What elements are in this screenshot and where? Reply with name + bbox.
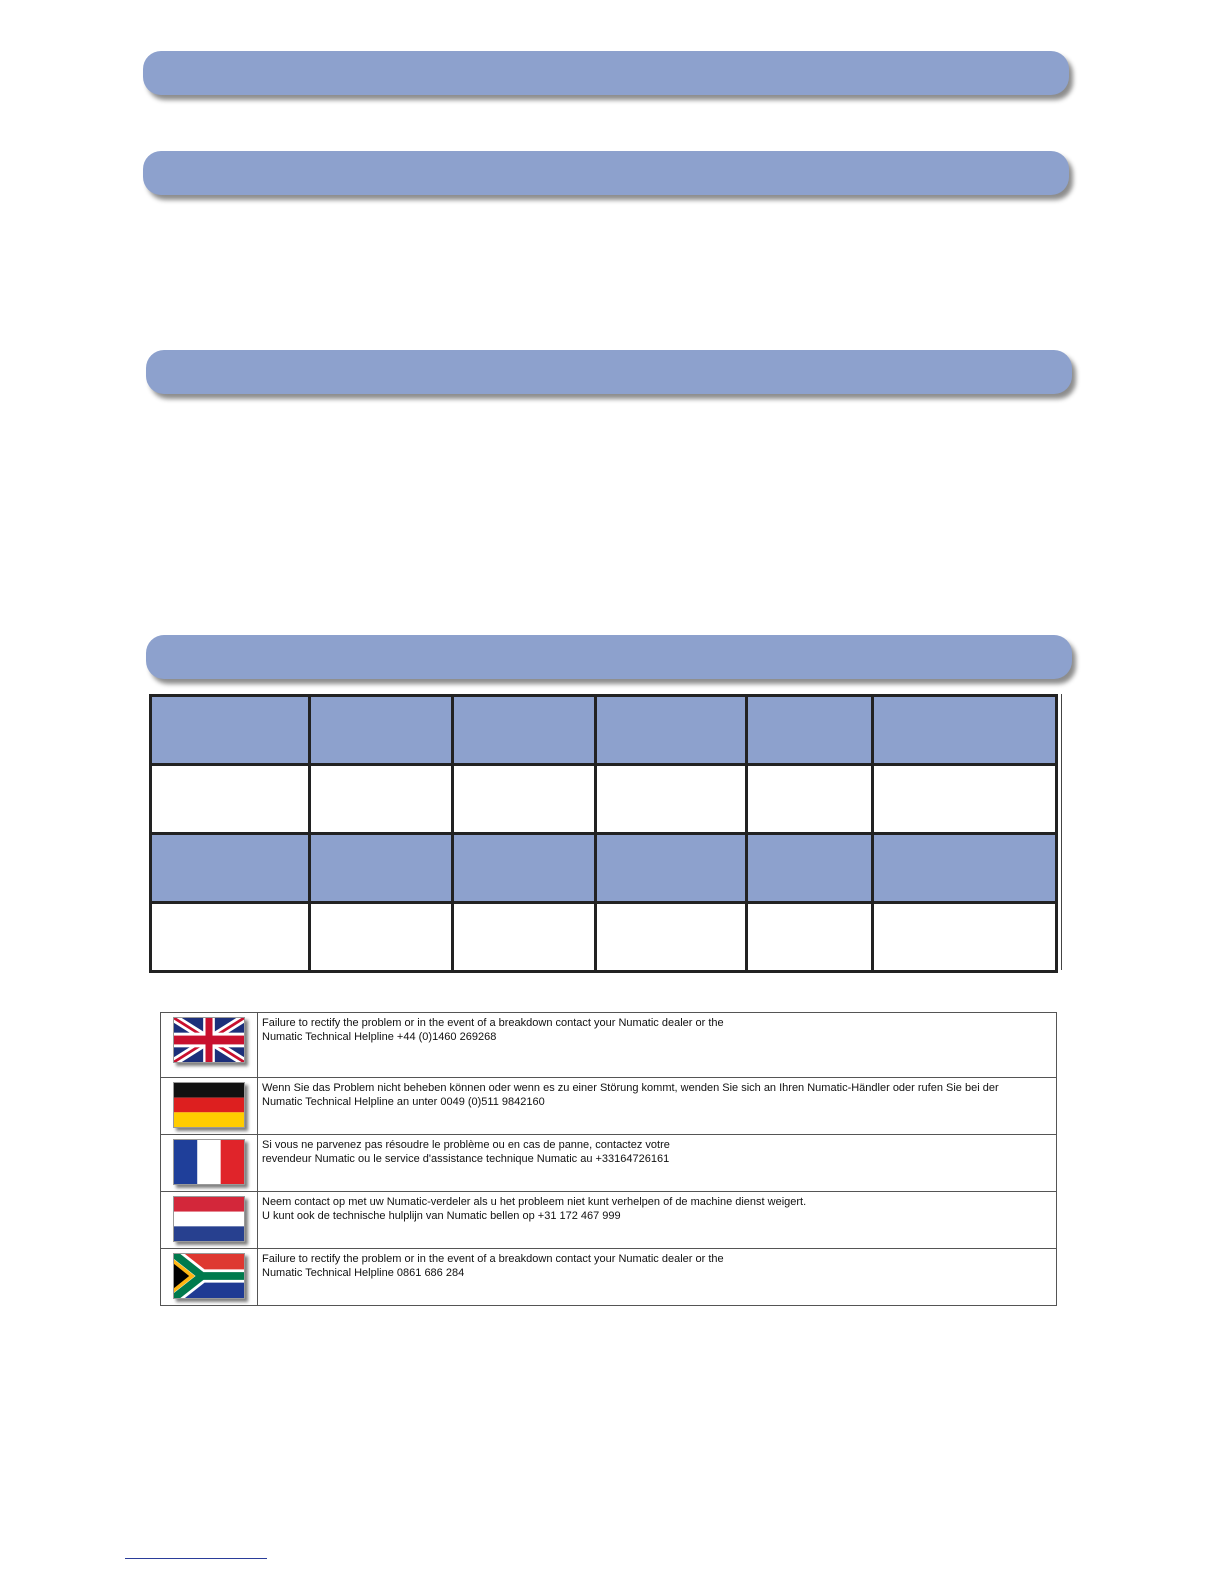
spec-table-edge-line — [1061, 694, 1062, 970]
spec-table-header-row-2 — [151, 834, 1057, 903]
helpline-text-line-1: Failure to rectify the problem or in the event of a breakdown contact your Numatic dealer or the — [262, 1253, 724, 1265]
helpline-text-line-2: Numatic Technical Helpline +44 (0)1460 269268 — [262, 1031, 497, 1043]
helpline-text-line-2: Numatic Technical Helpline 0861 686 284 — [262, 1267, 465, 1279]
helpline-text-line-2: revendeur Numatic ou le service d'assistance technique Numatic au +33164726161 — [262, 1153, 670, 1165]
section-header-bar-4 — [146, 635, 1072, 679]
netherlands-flag-icon — [173, 1196, 245, 1242]
helpline-text-line-1: Wenn Sie das Problem nicht beheben können oder wenn es zu einer Störung kommt, wenden Sie sich an Ihren Numatic-Händler oder rufen Sie bei der — [262, 1082, 999, 1094]
spec-table — [149, 694, 1058, 973]
spec-table-header-row-1 — [151, 696, 1057, 765]
germany-flag-icon — [173, 1082, 245, 1128]
section-header-bar-2 — [143, 151, 1069, 195]
section-header-bar-1 — [143, 51, 1069, 95]
footer-underline — [125, 1558, 267, 1559]
section-header-bar-3 — [146, 350, 1072, 394]
helpline-row-uk — [161, 1013, 1057, 1078]
helpline-text-line-1: Neem contact op met uw Numatic-verdeler als u het probleem niet kunt verhelpen of de machine dienst weigert. — [262, 1196, 807, 1208]
helpline-text-line-2: Numatic Technical Helpline an unter 0049 (0)511 9842160 — [262, 1096, 545, 1108]
uk-flag-icon — [173, 1017, 245, 1063]
france-flag-icon — [173, 1139, 245, 1185]
spec-table-value-row-2 — [151, 903, 1057, 972]
helpline-text-line-2: U kunt ook de technische hulplijn van Numatic bellen op +31 172 467 999 — [262, 1210, 621, 1222]
helpline-table — [160, 1012, 1057, 1306]
spec-table-value-row-1 — [151, 765, 1057, 834]
helpline-row-south-africa — [161, 1249, 1057, 1306]
helpline-text-line-1: Failure to rectify the problem or in the event of a breakdown contact your Numatic dealer or the — [262, 1017, 724, 1029]
helpline-row-netherlands — [161, 1192, 1057, 1249]
helpline-row-france — [161, 1135, 1057, 1192]
helpline-text-line-1: Si vous ne parvenez pas résoudre le problème ou en cas de panne, contactez votre — [262, 1139, 670, 1151]
south-africa-flag-icon — [173, 1253, 245, 1299]
helpline-row-germany — [161, 1078, 1057, 1135]
